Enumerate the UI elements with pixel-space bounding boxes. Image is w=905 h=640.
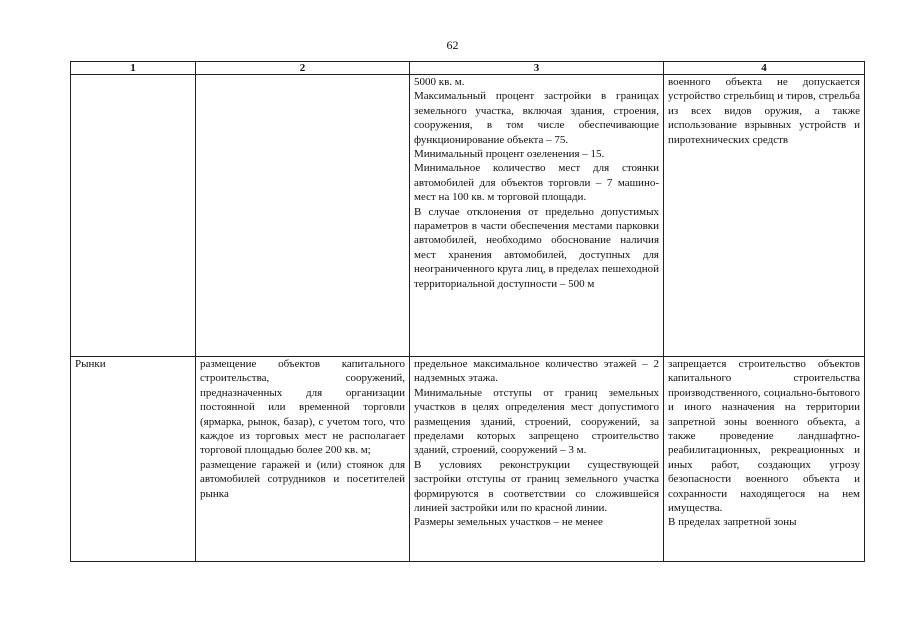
parameter-text: Минимальное количество мест для стоянки автомобилей для объектов торговли – 7 машино-мест на 100 кв. м торговой площади. [414, 162, 659, 204]
restriction-text: запрещается строительство объектов капитального строительства производственного, социально-бытового и иного назначения на территории запретной зоны военного объекта, а также проведение ландшафтно-реабилитационных, рекреационных и иных работ, создающих угрозу безопасности военного объекта и сохранности находящегося на нем имущества. [668, 358, 860, 515]
restrictions-cell [664, 75, 865, 357]
table-row [71, 75, 865, 357]
use-name: Рынки [75, 358, 106, 370]
parameter-text: Минимальные отступы от границ земельных участков в целях определения мест допустимого размещения зданий, строений, сооружений, за пределами которых запрещено строительство зданий, строений, сооружений – 3 м. [414, 386, 659, 457]
restrictions-cell [664, 357, 865, 562]
parameter-text: предельное максимальное количество этажей – 2 надземных этажа. [414, 358, 659, 385]
parameters-cell [410, 357, 664, 562]
permitted-use-text: размещение гаражей и (или) стоянок для автомобилей сотрудников и посетителей рынка [200, 458, 405, 500]
parameters-cell [410, 75, 664, 357]
permitted-use-cell [196, 75, 410, 357]
restriction-text: В пределах запретной зоны [668, 516, 797, 529]
permitted-use-cell [196, 357, 410, 562]
column-header: 1 [71, 62, 196, 75]
parameter-text: В случае отклонения от предельно допустимых параметров в части обеспечения местами парковки автомобилей, необходимо обоснование наличия мест хранения автомобилей, доступных для неограниченного круга лиц, в пределах пешеходной территориальной доступности – 500 м [414, 205, 659, 290]
use-name-cell [71, 75, 196, 357]
parameter-text: Размеры земельных участков – не менее [414, 516, 603, 529]
column-header: 3 [410, 62, 664, 75]
parameter-text: В условиях реконструкции существующей застройки отступы от границ земельного участка формируются в соответствии со сложившейся линией застройки или по красной линии. [414, 458, 659, 515]
permitted-use-text: размещение объектов капитального строительства, сооружений, предназначенных для организации постоянной или временной торговли (ярмарка, рынок, базар), с учетом того, что каждое из торговых мест не располагает торговой площадью более 200 кв. м; [200, 358, 405, 457]
table-row [71, 357, 865, 562]
use-name-cell [71, 357, 196, 562]
zoning-table [70, 61, 865, 562]
parameter-text: Минимальный процент озеленения – 15. [414, 148, 605, 161]
parameter-text: 5000 кв. м. [414, 76, 465, 88]
restriction-text: военного объекта не допускается устройство стрельбищ и тиров, стрельба из всех видов оружия, а также использование взрывных устройств и пиротехнических средств [668, 76, 860, 146]
parameter-text: Максимальный процент застройки в границах земельного участка, включая здания, строения, сооружения, в том числе обеспечивающие функционирование объекта – 75. [414, 90, 659, 146]
page-number: 62 [446, 38, 459, 52]
column-header: 2 [196, 62, 410, 75]
table-header-row [71, 62, 865, 75]
column-header: 4 [664, 62, 865, 75]
